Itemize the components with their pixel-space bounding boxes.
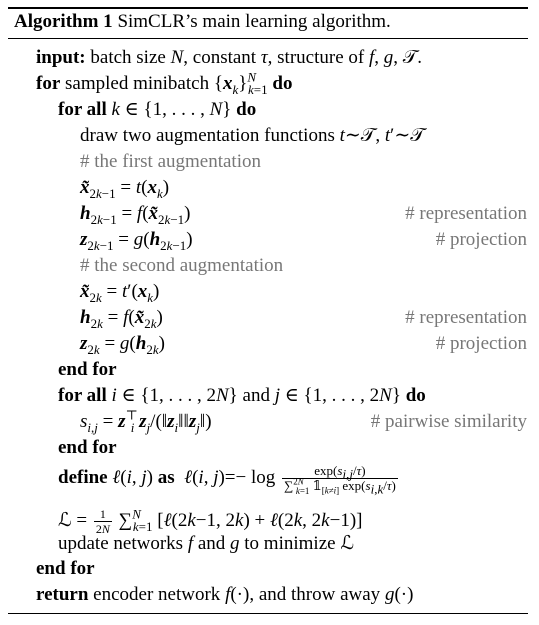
- define-keyword: define: [58, 466, 108, 488]
- comment-pairwise-similarity: # pairwise similarity: [370, 411, 527, 432]
- do-keyword: do: [236, 99, 257, 120]
- z-2k-minus-1: $z_{2k-1} = g(h_{2k-1})$: [80, 229, 193, 253]
- for-minibatch-line: [36, 69, 293, 97]
- comment-projection: # projection: [435, 229, 527, 250]
- do-keyword: do: [405, 385, 426, 406]
- end-for-keyword: end for: [36, 558, 95, 579]
- for-keyword: for: [36, 73, 61, 94]
- for-all-keyword: for all: [58, 99, 107, 120]
- end-for-keyword: end for: [58, 359, 117, 380]
- x-tilde-2k-minus-1: $x̃_{2k-1} = t(x_k)$: [80, 177, 170, 201]
- end-for-outer: [36, 558, 95, 580]
- z-2k: $z_{2k} = g(h_{2k})$: [80, 333, 165, 357]
- input-line: [36, 47, 422, 69]
- return-text: encoder network f(·), and throw away g(·): [93, 584, 414, 605]
- for-all-ij-line: [58, 385, 426, 407]
- x-tilde-2k: $x̃_{2k} = t'(x_k)$: [80, 281, 160, 305]
- for-all-keyword: for all: [58, 385, 107, 406]
- loss-fraction: $\frac{\exp(s_{i,j}/\tau)}{\sum^{2N}_{k=1} 𝟙_{[k\ne i]} \exp(s_{i,k}/\tau)}$: [284, 463, 396, 497]
- return-keyword: return: [36, 584, 89, 605]
- top-rule: [8, 7, 528, 9]
- pairwise-similarity-line: $s_{i,j} = z^⊤_i$ $z_j/(‖z_i‖‖z_j‖)$: [80, 407, 212, 435]
- define-target: ℓ(i, j): [112, 466, 153, 488]
- comment-first-augmentation: # the first augmentation: [80, 151, 261, 172]
- algorithm-label: Algorithm 1: [14, 11, 113, 32]
- input-text: batch size N, constant τ, structure of f, g, 𝒯.: [90, 47, 423, 68]
- for-all-ij-text: i ∈ {1, . . . , 2N} and j ∈ {1, . . . , 2N}: [111, 385, 401, 406]
- as-keyword: as: [157, 466, 175, 488]
- loss-formula: ℓ(i, j)=− log $\frac{\exp(s_{i,j}/\tau)}{\sum^{2N}_{k=1} 𝟙_{[k\ne i]} \exp(s_{i,k}/\tau)}$: [184, 463, 396, 497]
- end-for-inner-1: [58, 359, 117, 381]
- total-loss-line: ℒ = $\frac{1}{2N}$ ∑$^N_{k=1}$ [ℓ(2k−1, 2k) + ℓ(2k, 2k−1)]: [58, 506, 363, 536]
- return-line: [36, 584, 413, 606]
- algorithm-title: SimCLR’s main learning algorithm.: [117, 11, 391, 32]
- input-keyword: input:: [36, 47, 86, 68]
- define-loss-line: [58, 463, 400, 497]
- bottom-rule: [8, 613, 528, 614]
- update-networks-line: update networks f and g to minimize ℒ: [58, 533, 355, 554]
- comment-second-augmentation: # the second augmentation: [80, 255, 284, 276]
- comment-representation: # representation: [405, 307, 527, 328]
- for-minibatch-text: sampled minibatch $\{x_k\}^N_{k=1}$: [65, 69, 268, 97]
- do-keyword: do: [272, 73, 293, 94]
- for-all-k-text: k ∈ {1, . . . , N}: [111, 99, 232, 120]
- comment-projection: # projection: [435, 333, 527, 354]
- h-2k: $h_{2k}$ = $f(x̃_{2k})$: [80, 307, 163, 331]
- caption-rule: [8, 38, 528, 39]
- comment-representation: # representation: [405, 203, 527, 224]
- h-2k-minus-1: $h_{2k-1}$ = $f(x̃_{2k-1})$: [80, 203, 191, 227]
- for-all-k-line: [58, 99, 256, 121]
- end-for-inner-2: [58, 437, 117, 459]
- algorithm-caption: [14, 11, 391, 33]
- end-for-keyword: end for: [58, 437, 117, 458]
- draw-augmentations-line: draw two augmentation functions t∼𝒯, t′∼𝒯: [80, 125, 425, 146]
- one-over-2n-fraction: $\frac{1}{2N}$: [95, 507, 110, 536]
